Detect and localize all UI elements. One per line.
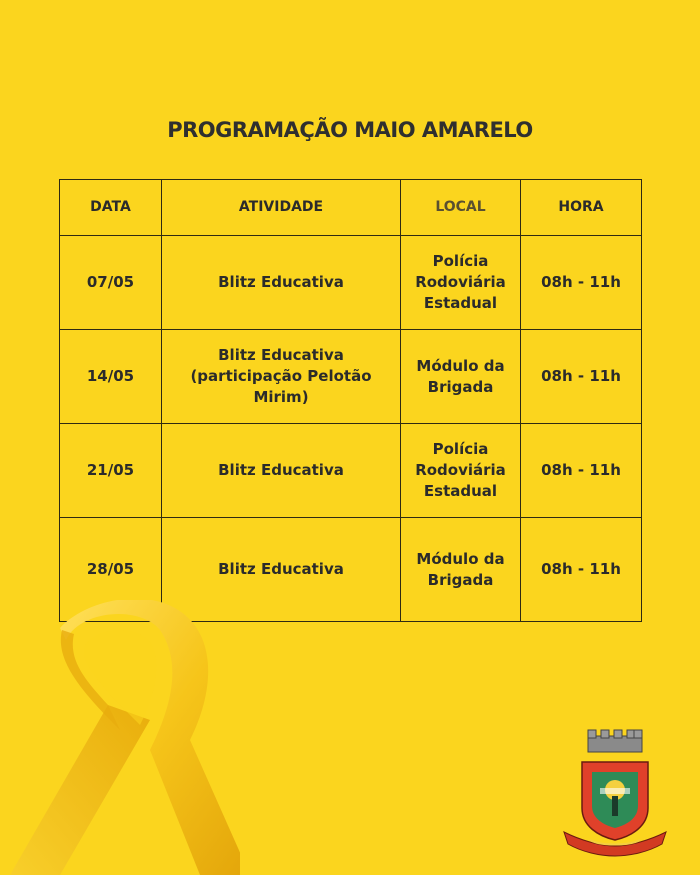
cell-atividade: Blitz Educativa <box>162 424 401 518</box>
yellow-ribbon-icon <box>0 600 240 875</box>
municipal-crest-icon <box>560 728 670 858</box>
cell-atividade: Blitz Educativa (participação Pelotão Mirim) <box>162 330 401 424</box>
page-title: PROGRAMAÇÃO MAIO AMARELO <box>167 118 533 142</box>
cell-atividade: Blitz Educativa <box>162 236 401 330</box>
cell-data: 07/05 <box>60 236 162 330</box>
cell-data: 21/05 <box>60 424 162 518</box>
cell-hora: 08h - 11h <box>521 424 642 518</box>
schedule-table <box>59 179 642 622</box>
cell-hora: 08h - 11h <box>521 518 642 622</box>
header-data: DATA <box>60 180 162 236</box>
table-row <box>60 236 642 330</box>
table-row <box>60 330 642 424</box>
cell-hora: 08h - 11h <box>521 236 642 330</box>
header-hora: HORA <box>521 180 642 236</box>
cell-local: Módulo da Brigada <box>401 330 521 424</box>
cell-local: Polícia Rodoviária Estadual <box>401 424 521 518</box>
header-local: LOCAL <box>401 180 521 236</box>
cell-hora: 08h - 11h <box>521 330 642 424</box>
table-header-row <box>60 180 642 236</box>
cell-local: Módulo da Brigada <box>401 518 521 622</box>
cell-data: 28/05 <box>60 518 162 622</box>
header-atividade: ATIVIDADE <box>162 180 401 236</box>
cell-atividade: Blitz Educativa <box>162 518 401 622</box>
cell-local: Polícia Rodoviária Estadual <box>401 236 521 330</box>
cell-data: 14/05 <box>60 330 162 424</box>
table-row <box>60 424 642 518</box>
